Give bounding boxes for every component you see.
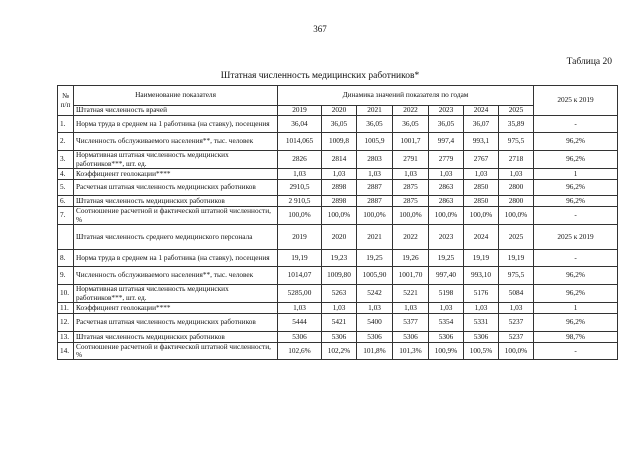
row-number: 11. xyxy=(58,303,74,314)
ratio-cell: - xyxy=(534,343,618,360)
table-row xyxy=(58,116,618,133)
value-cell: 100,0% xyxy=(322,207,357,225)
table-row xyxy=(58,267,618,285)
value-cell: 1,03 xyxy=(429,169,464,180)
ratio-cell: 96,2% xyxy=(534,180,618,196)
row-number: 12. xyxy=(58,314,74,332)
table-row xyxy=(58,196,618,207)
value-cell: 1,03 xyxy=(393,303,429,314)
value-cell: 1,03 xyxy=(278,169,322,180)
header-indicator: Наименование показателя xyxy=(74,86,278,106)
value-cell: 35,89 xyxy=(499,116,534,133)
value-cell: 1001,7 xyxy=(393,133,429,151)
value-cell: 19,25 xyxy=(429,250,464,267)
value-cell: 101,8% xyxy=(357,343,393,360)
indicator-name: Штатная численность медицинских работников xyxy=(74,196,278,207)
value-cell: 2887 xyxy=(357,196,393,207)
section-ratio-header: 2025 к 2019 xyxy=(534,225,618,250)
section-title: Штатная численность среднего медицинского персонала xyxy=(74,225,278,250)
indicator-name: Численность обслуживаемого населения**, тыс. человек xyxy=(74,267,278,285)
value-cell: 1014,07 xyxy=(278,267,322,285)
value-cell: 1005,90 xyxy=(357,267,393,285)
table-label: Таблица 20 xyxy=(566,57,612,67)
row-number: 10. xyxy=(58,285,74,303)
indicator-name: Соотношение расчетной и фактической штатной численности, % xyxy=(74,343,278,360)
value-cell: 5084 xyxy=(499,285,534,303)
year-cell: 2023 xyxy=(429,225,464,250)
value-cell: 1,03 xyxy=(357,303,393,314)
value-cell: 36,07 xyxy=(464,116,499,133)
table-row xyxy=(58,285,618,303)
value-cell: 5306 xyxy=(322,332,357,343)
value-cell: 2863 xyxy=(429,180,464,196)
ratio-cell: 1 xyxy=(534,169,618,180)
header-ratio: 2025 к 2019 xyxy=(534,86,618,116)
value-cell: 1,03 xyxy=(322,169,357,180)
indicator-name: Норма труда в среднем на 1 работника (на ставку), посещения xyxy=(74,116,278,133)
value-cell: 36,04 xyxy=(278,116,322,133)
row-number: 4. xyxy=(58,169,74,180)
value-cell: 5221 xyxy=(393,285,429,303)
table-row xyxy=(58,180,618,196)
value-cell: 5306 xyxy=(393,332,429,343)
table-row xyxy=(58,250,618,267)
value-cell: 1,03 xyxy=(499,303,534,314)
value-cell: 5306 xyxy=(464,332,499,343)
value-cell: 5306 xyxy=(278,332,322,343)
value-cell: 2850 xyxy=(464,180,499,196)
value-cell: 2898 xyxy=(322,196,357,207)
value-cell: 36,05 xyxy=(429,116,464,133)
ratio-cell: 96,2% xyxy=(534,196,618,207)
value-cell: 2826 xyxy=(278,151,322,169)
value-cell: 2814 xyxy=(322,151,357,169)
section-title: Штатная численность врачей xyxy=(74,106,278,116)
value-cell: 1,03 xyxy=(499,169,534,180)
value-cell: 19,25 xyxy=(357,250,393,267)
indicator-name: Норма труда в среднем на 1 работника (на ставку), посещения xyxy=(74,250,278,267)
year-cell: 2021 xyxy=(357,106,393,116)
table-row xyxy=(58,314,618,332)
value-cell: 2875 xyxy=(393,196,429,207)
value-cell: 5306 xyxy=(429,332,464,343)
value-cell: 36,05 xyxy=(357,116,393,133)
value-cell: 2800 xyxy=(499,196,534,207)
value-cell: 2898 xyxy=(322,180,357,196)
ratio-cell: 96,2% xyxy=(534,314,618,332)
value-cell: 5198 xyxy=(429,285,464,303)
staffing-table xyxy=(57,85,618,360)
value-cell: 100,0% xyxy=(357,207,393,225)
value-cell: 100,0% xyxy=(499,207,534,225)
value-cell: 2779 xyxy=(429,151,464,169)
header-num: № п/п xyxy=(58,86,74,116)
row-number: 7. xyxy=(58,207,74,225)
year-cell: 2023 xyxy=(429,106,464,116)
value-cell: 2800 xyxy=(499,180,534,196)
value-cell: 36,05 xyxy=(393,116,429,133)
year-cell: 2019 xyxy=(278,106,322,116)
year-cell: 2020 xyxy=(322,106,357,116)
year-cell: 2020 xyxy=(322,225,357,250)
value-cell: 2767 xyxy=(464,151,499,169)
value-cell: 2875 xyxy=(393,180,429,196)
indicator-name: Расчетная штатная численность медицинских работников xyxy=(74,314,278,332)
indicator-name: Нормативная штатная численность медицинских работников***, шт. ед. xyxy=(74,285,278,303)
value-cell: 1,03 xyxy=(429,303,464,314)
value-cell: 5354 xyxy=(429,314,464,332)
value-cell: 100,0% xyxy=(464,207,499,225)
value-cell: 5242 xyxy=(357,285,393,303)
row-number: 9. xyxy=(58,267,74,285)
row-number: 2. xyxy=(58,133,74,151)
year-cell: 2021 xyxy=(357,225,393,250)
ratio-cell: 96,2% xyxy=(534,133,618,151)
value-cell: 2863 xyxy=(429,196,464,207)
indicator-name: Штатная численность медицинских работников xyxy=(74,332,278,343)
value-cell: 1005,9 xyxy=(357,133,393,151)
year-cell: 2022 xyxy=(393,106,429,116)
value-cell: 2803 xyxy=(357,151,393,169)
header-dynamics: Динамика значений показателя по годам xyxy=(278,86,534,106)
value-cell: 2910,5 xyxy=(278,180,322,196)
value-cell: 5285,00 xyxy=(278,285,322,303)
value-cell: 101,3% xyxy=(393,343,429,360)
row-number: 13. xyxy=(58,332,74,343)
indicator-name: Численность обслуживаемого населения**, тыс. человек xyxy=(74,133,278,151)
value-cell: 100,0% xyxy=(499,343,534,360)
value-cell: 997,40 xyxy=(429,267,464,285)
ratio-cell: - xyxy=(534,250,618,267)
value-cell: 1,03 xyxy=(393,169,429,180)
table-row xyxy=(58,151,618,169)
value-cell: 1009,8 xyxy=(322,133,357,151)
value-cell: 975,5 xyxy=(499,267,534,285)
table-row xyxy=(58,332,618,343)
section-header-row xyxy=(58,225,618,250)
value-cell: 2850 xyxy=(464,196,499,207)
table-row xyxy=(58,303,618,314)
indicator-name: Нормативная штатная численность медицинских работников***, шт. ед. xyxy=(74,151,278,169)
value-cell: 100,0% xyxy=(278,207,322,225)
value-cell: 2718 xyxy=(499,151,534,169)
value-cell: 993,1 xyxy=(464,133,499,151)
value-cell: 975,5 xyxy=(499,133,534,151)
year-cell: 2025 xyxy=(499,106,534,116)
table-row xyxy=(58,169,618,180)
year-cell: 2019 xyxy=(278,225,322,250)
value-cell: 1014,065 xyxy=(278,133,322,151)
value-cell: 997,4 xyxy=(429,133,464,151)
value-cell: 1,03 xyxy=(464,303,499,314)
row-number: 5. xyxy=(58,180,74,196)
value-cell: 5421 xyxy=(322,314,357,332)
value-cell: 1,03 xyxy=(278,303,322,314)
value-cell: 2 910,5 xyxy=(278,196,322,207)
value-cell: 1001,70 xyxy=(393,267,429,285)
value-cell: 100,0% xyxy=(429,207,464,225)
value-cell: 102,2% xyxy=(322,343,357,360)
value-cell: 1,03 xyxy=(357,169,393,180)
table-header-row xyxy=(58,86,618,106)
ratio-cell: 96,2% xyxy=(534,285,618,303)
table-title: Штатная численность медицинских работников* xyxy=(220,71,420,81)
year-cell: 2024 xyxy=(464,106,499,116)
value-cell: 36,05 xyxy=(322,116,357,133)
table-row xyxy=(58,207,618,225)
value-cell: 100,5% xyxy=(464,343,499,360)
row-number: 8. xyxy=(58,250,74,267)
value-cell: 5377 xyxy=(393,314,429,332)
value-cell: 19,19 xyxy=(278,250,322,267)
value-cell: 5263 xyxy=(322,285,357,303)
value-cell: 5400 xyxy=(357,314,393,332)
section-header-row xyxy=(58,106,618,116)
indicator-name: Соотношение расчетной и фактической штатной численности, % xyxy=(74,207,278,225)
value-cell: 5306 xyxy=(357,332,393,343)
value-cell: 2791 xyxy=(393,151,429,169)
value-cell: 993,10 xyxy=(464,267,499,285)
indicator-name: Расчетная штатная численность медицинских работников xyxy=(74,180,278,196)
row-number: 14. xyxy=(58,343,74,360)
page-number: 367 xyxy=(313,24,327,34)
value-cell: 19,19 xyxy=(499,250,534,267)
year-cell: 2022 xyxy=(393,225,429,250)
section-num-cell xyxy=(58,225,74,250)
ratio-cell: 98,7% xyxy=(534,332,618,343)
value-cell: 102,6% xyxy=(278,343,322,360)
value-cell: 5444 xyxy=(278,314,322,332)
value-cell: 19,26 xyxy=(393,250,429,267)
value-cell: 1,03 xyxy=(464,169,499,180)
value-cell: 5176 xyxy=(464,285,499,303)
table-row xyxy=(58,343,618,360)
value-cell: 1009,80 xyxy=(322,267,357,285)
value-cell: 5331 xyxy=(464,314,499,332)
value-cell: 1,03 xyxy=(322,303,357,314)
indicator-name: Коэффициент геолокации**** xyxy=(74,169,278,180)
table-row xyxy=(58,133,618,151)
year-cell: 2024 xyxy=(464,225,499,250)
row-number: 1. xyxy=(58,116,74,133)
value-cell: 2887 xyxy=(357,180,393,196)
ratio-cell: 1 xyxy=(534,303,618,314)
value-cell: 5237 xyxy=(499,332,534,343)
ratio-cell: 96,2% xyxy=(534,267,618,285)
row-number: 3. xyxy=(58,151,74,169)
value-cell: 5237 xyxy=(499,314,534,332)
value-cell: 100,9% xyxy=(429,343,464,360)
indicator-name: Коэффициент геолокации**** xyxy=(74,303,278,314)
year-cell: 2025 xyxy=(499,225,534,250)
value-cell: 19,23 xyxy=(322,250,357,267)
value-cell: 100,0% xyxy=(393,207,429,225)
value-cell: 19,19 xyxy=(464,250,499,267)
ratio-cell: 96,2% xyxy=(534,151,618,169)
ratio-cell: - xyxy=(534,116,618,133)
row-number: 6. xyxy=(58,196,74,207)
ratio-cell: - xyxy=(534,207,618,225)
